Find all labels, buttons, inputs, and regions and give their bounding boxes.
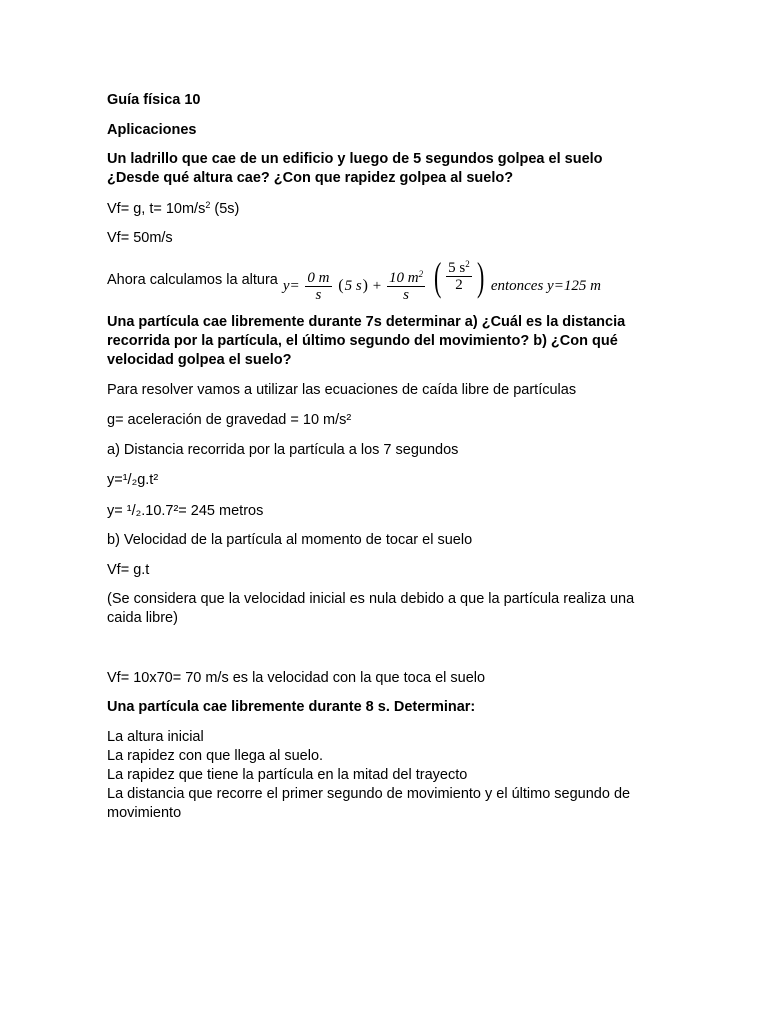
time-numerator: 5 s	[448, 260, 466, 277]
part-b-result: Vf= 10x70= 70 m/s es la velocidad con la que toca el suelo	[107, 670, 486, 686]
problem2-statement	[107, 313, 667, 370]
problem2-line1: Una partícula cae libremente durante 7s determinar a) ¿Cuál es la distancia	[107, 314, 626, 330]
doc-title: Guía física 10	[107, 92, 201, 108]
problem1-line1: Un ladrillo que cae de un edificio y luego de 5 segundos golpea el suelo	[107, 151, 603, 167]
fraction-numerator	[387, 270, 425, 287]
note-line2: caida libre)	[107, 610, 178, 626]
problem1-statement	[107, 150, 667, 188]
big-paren-open: (	[433, 253, 442, 299]
problem3-statement: Una partícula cae libremente durante 8 s. Determinar:	[107, 699, 476, 715]
fraction-time-squared	[446, 260, 472, 293]
eq1-text: Vf= g, t= 10m/s	[107, 201, 206, 217]
problem1-line2: ¿Desde qué altura cae? ¿Con que rapidez golpea al suelo?	[107, 170, 514, 186]
paren-close: )	[362, 276, 368, 294]
fraction-velocity-initial	[305, 270, 331, 303]
big-parentheses	[431, 253, 487, 299]
problem2-line3: velocidad golpea el suelo?	[107, 352, 292, 368]
part-a-result: y= ¹/₂.10.7²= 245 metros	[107, 503, 264, 519]
eq1-tail: (5s)	[210, 201, 240, 217]
part-a-label: a) Distancia recorrida por la partícula a los 7 segundos	[107, 442, 459, 458]
part-b-label: b) Velocidad de la partícula al momento de tocar el suelo	[107, 532, 473, 548]
list-item: La rapidez con que llega al suelo.	[107, 748, 324, 764]
note-line1: (Se considera que la velocidad inicial es nula debido a que la partícula realiza una	[107, 591, 635, 607]
fraction-denominator: s	[403, 287, 409, 304]
height-equation-row	[107, 253, 667, 304]
initial-velocity-note	[107, 590, 667, 628]
fraction-denominator: 2	[455, 277, 463, 294]
formula-y-eq: y=	[282, 277, 300, 294]
fraction-numerator: 0 m	[307, 270, 330, 287]
time-superscript: 2	[465, 259, 470, 270]
problem1-eq1	[107, 200, 667, 219]
fraction-denominator: s	[315, 287, 322, 304]
problem3-list	[107, 728, 667, 823]
problem1-eq2: Vf= 50m/s	[107, 230, 173, 246]
part-a-formula: y=¹/₂g.t²	[107, 472, 159, 488]
list-item: La distancia que recorre el primer segundo de movimiento y el último segundo de	[107, 786, 631, 802]
list-item: movimiento	[107, 805, 182, 821]
problem2-intro: Para resolver vamos a utilizar las ecuaciones de caída libre de partículas	[107, 382, 577, 398]
height-formula	[282, 253, 601, 304]
list-item: La altura inicial	[107, 729, 204, 745]
formula-result: entonces y=125 m	[490, 277, 601, 294]
eq1-superscript: 2	[205, 200, 211, 210]
height-label: Ahora calculamos la altura	[107, 271, 278, 288]
gravity-numerator: 10 m	[388, 270, 419, 287]
paren-open: (	[338, 276, 344, 294]
formula-plus: +	[372, 277, 382, 294]
formula-time: 5 s	[344, 277, 362, 294]
gravity-definition: g= aceleración de gravedad = 10 m/s²	[107, 412, 352, 428]
fraction-gravity	[387, 270, 425, 303]
section-heading: Aplicaciones	[107, 122, 197, 138]
gravity-superscript: 2	[418, 269, 424, 280]
part-b-formula: Vf= g.t	[107, 562, 150, 578]
problem2-line2: recorrida por la partícula, el último segundo del movimiento? b) ¿Con qué	[107, 333, 618, 349]
big-paren-close: )	[476, 253, 485, 299]
list-item: La rapidez que tiene la partícula en la mitad del trayecto	[107, 767, 468, 783]
fraction-numerator	[446, 260, 472, 277]
